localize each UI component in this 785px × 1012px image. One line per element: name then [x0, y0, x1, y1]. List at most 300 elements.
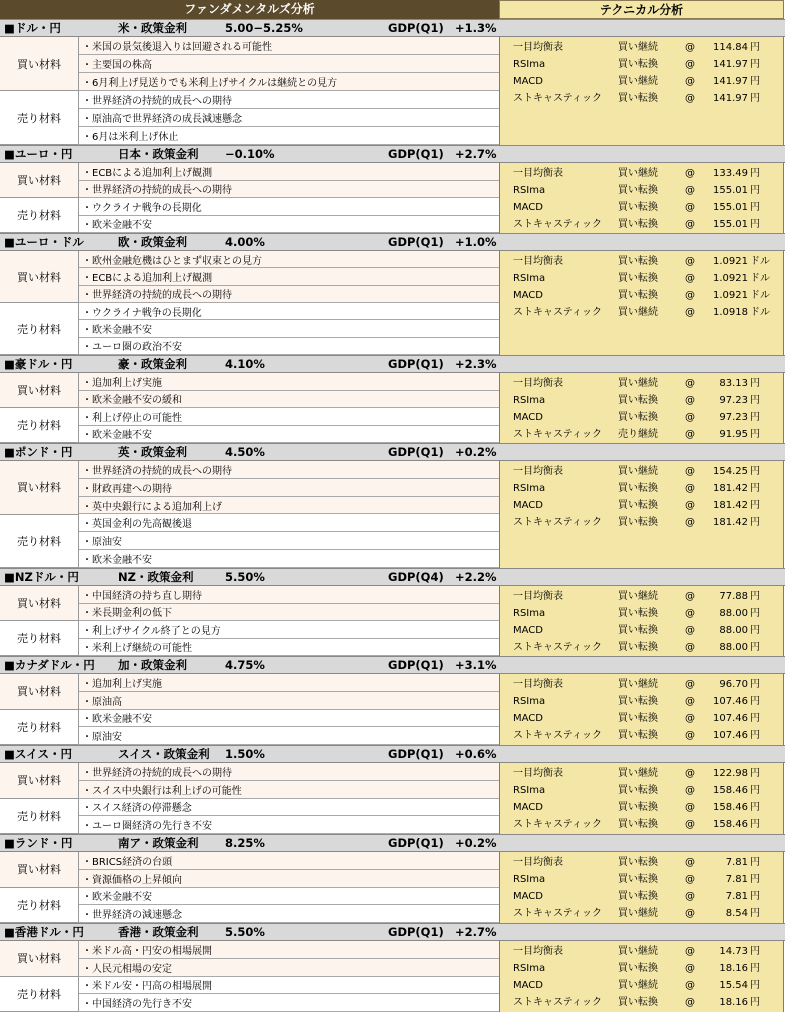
at-mark: @: [685, 819, 695, 830]
at-mark: @: [685, 946, 695, 957]
policy-rate-value: 5.50%: [225, 570, 265, 584]
technical-row: [500, 200, 783, 216]
indicator-name: 一目均衡表: [513, 679, 563, 690]
buy-factor-item: ・世界経済の持続的成長への期待: [79, 286, 499, 303]
technical-row: [500, 464, 783, 480]
indicator-signal: 買い継続: [618, 76, 658, 87]
indicator-name: ストキャスティック: [513, 730, 602, 741]
indicator-price: 107.46: [713, 730, 748, 741]
policy-rate-value: 1.50%: [225, 747, 265, 761]
indicator-signal: 買い転換: [618, 819, 658, 830]
indicator-name: MACD: [513, 713, 543, 724]
indicator-name: MACD: [513, 625, 543, 636]
indicator-price: 88.00: [719, 642, 748, 653]
technical-row: [500, 728, 783, 744]
indicator-signal: 買い継続: [618, 378, 658, 389]
policy-rate-value: 5.50%: [225, 925, 265, 939]
buy-factor-item: ・追加利上げ実施: [79, 373, 499, 391]
technical-row: [500, 800, 783, 816]
indicator-signal: 買い転換: [618, 202, 658, 213]
indicator-price: 181.42: [713, 517, 748, 528]
indicator-name: 一目均衡表: [513, 378, 563, 389]
gdp-value: +0.2%: [455, 445, 497, 459]
gdp-value: +3.1%: [455, 658, 497, 672]
technical-row: [500, 711, 783, 727]
technical-row: [500, 183, 783, 199]
indicator-price: 107.46: [713, 696, 748, 707]
indicator-price: 1.0921: [713, 273, 748, 284]
price-unit: 円: [750, 517, 760, 528]
sell-factors-label: 売り材料: [0, 710, 79, 746]
price-unit: 円: [750, 891, 760, 902]
indicator-price: 181.42: [713, 500, 748, 511]
indicator-name: 一目均衡表: [513, 857, 563, 868]
indicator-signal: 買い転換: [618, 696, 658, 707]
at-mark: @: [685, 980, 695, 991]
at-mark: @: [685, 768, 695, 779]
gdp-value: +1.3%: [455, 21, 497, 35]
indicator-name: MACD: [513, 980, 543, 991]
price-unit: 円: [750, 679, 760, 690]
technical-row: [500, 766, 783, 782]
currency-block: [0, 745, 785, 834]
at-mark: @: [685, 466, 695, 477]
indicator-name: RSIma: [513, 785, 546, 796]
indicator-name: 一目均衡表: [513, 591, 563, 602]
sell-factors-label: 売り材料: [0, 303, 79, 355]
at-mark: @: [685, 891, 695, 902]
gdp-value: +2.7%: [455, 147, 497, 161]
pair-header: [0, 656, 785, 674]
currency-block: [0, 19, 785, 145]
technical-row: [500, 376, 783, 392]
indicator-signal: 買い転換: [618, 273, 658, 284]
indicator-price: 18.16: [719, 963, 748, 974]
indicator-name: ストキャスティック: [513, 219, 602, 230]
buy-factor-item: ・米ドル高・円安の相場展開: [79, 941, 499, 959]
sell-factors-label: 売り材料: [0, 977, 79, 1012]
pair-header: [0, 145, 785, 163]
buy-factors-label: 買い材料: [0, 461, 79, 515]
sell-factor-item: ・ウクライナ戦争の長期化: [79, 303, 499, 320]
price-unit: 円: [750, 76, 760, 87]
technical-row: [500, 978, 783, 994]
price-unit: ドル: [750, 307, 770, 318]
indicator-signal: 買い継続: [618, 679, 658, 690]
sell-factor-item: ・ユーロ圏の政治不安: [79, 338, 499, 355]
sell-factor-item: ・中国経済の先行き不安: [79, 994, 499, 1012]
sell-factors-label: 売り材料: [0, 515, 79, 569]
technical-row: [500, 640, 783, 656]
price-unit: 円: [750, 59, 760, 70]
policy-rate-label: 欧・政策金利: [118, 235, 187, 249]
indicator-name: RSIma: [513, 59, 546, 70]
at-mark: @: [685, 500, 695, 511]
technical-row: [500, 872, 783, 888]
indicator-signal: 買い継続: [618, 946, 658, 957]
policy-rate-value: 5.00−5.25%: [225, 21, 303, 35]
gdp-label: GDP(Q1): [388, 658, 444, 672]
buy-factor-item: ・資源価格の上昇傾向: [79, 870, 499, 888]
pair-name: ■NZドル・円: [4, 570, 79, 584]
price-unit: 円: [750, 785, 760, 796]
buy-factor-item: ・ECBによる追加利上げ観測: [79, 268, 499, 285]
pair-header: [0, 745, 785, 763]
indicator-name: MACD: [513, 802, 543, 813]
technical-row: [500, 944, 783, 960]
pair-header: [0, 568, 785, 586]
sell-factor-item: ・原油安: [79, 532, 499, 550]
price-unit: 円: [750, 202, 760, 213]
gdp-label: GDP(Q1): [388, 147, 444, 161]
buy-factor-item: ・ECBによる追加利上げ観測: [79, 163, 499, 181]
technical-panel: [499, 461, 784, 568]
pair-name: ■カナダドル・円: [4, 658, 95, 672]
technical-panel: [499, 163, 784, 233]
indicator-price: 1.0918: [713, 307, 748, 318]
price-unit: ドル: [750, 273, 770, 284]
price-unit: 円: [750, 591, 760, 602]
currency-block: [0, 656, 785, 745]
at-mark: @: [685, 642, 695, 653]
indicator-price: 141.97: [713, 76, 748, 87]
indicator-price: 77.88: [719, 591, 748, 602]
buy-factor-item: ・BRICS経済の台頭: [79, 852, 499, 870]
indicator-signal: 買い転換: [618, 713, 658, 724]
buy-factor-item: ・世界経済の持続的成長への期待: [79, 461, 499, 479]
buy-factors-label: 買い材料: [0, 852, 79, 888]
pair-name: ■ランド・円: [4, 836, 73, 850]
technical-row: [500, 217, 783, 233]
buy-factor-item: ・6月利上げ見送りでも米利上げサイクルは継続との見方: [79, 73, 499, 91]
at-mark: @: [685, 202, 695, 213]
sell-factor-item: ・英国金利の先高観後退: [79, 515, 499, 533]
indicator-name: RSIma: [513, 696, 546, 707]
indicator-name: 一目均衡表: [513, 946, 563, 957]
buy-factors-label: 買い材料: [0, 37, 79, 91]
indicator-name: 一目均衡表: [513, 168, 563, 179]
indicator-price: 141.97: [713, 59, 748, 70]
pair-name: ■スイス・円: [4, 747, 73, 761]
policy-rate-value: 4.00%: [225, 235, 265, 249]
indicator-price: 133.49: [713, 168, 748, 179]
indicator-signal: 買い転換: [618, 874, 658, 885]
currency-block: [0, 443, 785, 568]
technical-row: [500, 817, 783, 833]
indicator-signal: 買い転換: [618, 802, 658, 813]
at-mark: @: [685, 517, 695, 528]
policy-rate-value: 4.75%: [225, 658, 265, 672]
at-mark: @: [685, 625, 695, 636]
gdp-value: +0.2%: [455, 836, 497, 850]
technical-panel: [499, 674, 784, 745]
indicator-signal: 買い転換: [618, 642, 658, 653]
at-mark: @: [685, 802, 695, 813]
price-unit: 円: [750, 946, 760, 957]
currency-block: [0, 233, 785, 355]
at-mark: @: [685, 483, 695, 494]
indicator-price: 155.01: [713, 202, 748, 213]
indicator-name: ストキャスティック: [513, 997, 602, 1008]
sell-factor-item: ・欧米金融不安: [79, 710, 499, 728]
price-unit: 円: [750, 185, 760, 196]
pair-name: ■香港ドル・円: [4, 925, 84, 939]
price-unit: 円: [750, 802, 760, 813]
buy-factor-item: ・追加利上げ実施: [79, 674, 499, 692]
at-mark: @: [685, 785, 695, 796]
sell-factor-item: ・欧米金融不安: [79, 216, 499, 234]
gdp-label: GDP(Q1): [388, 747, 444, 761]
sell-factor-item: ・ウクライナ戦争の長期化: [79, 198, 499, 216]
indicator-signal: 買い転換: [618, 891, 658, 902]
indicator-name: ストキャスティック: [513, 908, 602, 919]
at-mark: @: [685, 185, 695, 196]
indicator-signal: 買い転換: [618, 730, 658, 741]
gdp-value: +2.7%: [455, 925, 497, 939]
price-unit: 円: [750, 713, 760, 724]
policy-rate-label: 豪・政策金利: [118, 357, 187, 371]
sell-factors-label: 売り材料: [0, 888, 79, 924]
indicator-price: 97.23: [719, 395, 748, 406]
indicator-price: 158.46: [713, 819, 748, 830]
indicator-name: RSIma: [513, 395, 546, 406]
price-unit: 円: [750, 219, 760, 230]
indicator-name: MACD: [513, 290, 543, 301]
policy-rate-label: 香港・政策金利: [118, 925, 199, 939]
buy-factor-item: ・世界経済の持続的成長への期待: [79, 763, 499, 781]
sell-factor-item: ・欧米金融不安: [79, 320, 499, 337]
price-unit: 円: [750, 857, 760, 868]
gdp-label: GDP(Q4): [388, 570, 444, 584]
at-mark: @: [685, 908, 695, 919]
buy-factors-label: 買い材料: [0, 941, 79, 977]
indicator-name: ストキャスティック: [513, 307, 602, 318]
indicator-signal: 買い転換: [618, 625, 658, 636]
gdp-label: GDP(Q1): [388, 21, 444, 35]
indicator-price: 8.54: [725, 908, 748, 919]
fundamental-header: ファンダメンタルズ分析: [0, 0, 499, 19]
technical-row: [500, 855, 783, 871]
at-mark: @: [685, 857, 695, 868]
price-unit: 円: [750, 93, 760, 104]
gdp-label: GDP(Q1): [388, 235, 444, 249]
sell-factor-item: ・欧米金融不安: [79, 550, 499, 568]
at-mark: @: [685, 59, 695, 70]
indicator-price: 158.46: [713, 785, 748, 796]
at-mark: @: [685, 168, 695, 179]
policy-rate-label: 南ア・政策金利: [118, 836, 199, 850]
at-mark: @: [685, 591, 695, 602]
pair-name: ■ユーロ・円: [4, 147, 73, 161]
currency-block: [0, 834, 785, 923]
price-unit: 円: [750, 625, 760, 636]
indicator-price: 154.25: [713, 466, 748, 477]
gdp-value: +1.0%: [455, 235, 497, 249]
indicator-signal: 買い継続: [618, 908, 658, 919]
price-unit: 円: [750, 608, 760, 619]
policy-rate-label: スイス・政策金利: [118, 747, 210, 761]
sell-factor-item: ・米利上げ継続の可能性: [79, 639, 499, 657]
price-unit: ドル: [750, 290, 770, 301]
technical-row: [500, 427, 783, 443]
policy-rate-value: 4.50%: [225, 445, 265, 459]
indicator-signal: 買い転換: [618, 395, 658, 406]
price-unit: 円: [750, 819, 760, 830]
technical-row: [500, 677, 783, 693]
indicator-signal: 買い継続: [618, 768, 658, 779]
indicator-signal: 買い継続: [618, 307, 658, 318]
pair-header: [0, 834, 785, 852]
indicator-signal: 買い継続: [618, 980, 658, 991]
price-unit: 円: [750, 42, 760, 53]
buy-factor-item: ・欧州金融危機はひとまず収束との見方: [79, 251, 499, 268]
currency-block: [0, 145, 785, 233]
indicator-signal: 買い継続: [618, 42, 658, 53]
at-mark: @: [685, 256, 695, 267]
technical-panel: [499, 586, 784, 656]
indicator-price: 88.00: [719, 608, 748, 619]
technical-row: [500, 271, 783, 287]
policy-rate-label: 加・政策金利: [118, 658, 187, 672]
technical-row: [500, 961, 783, 977]
at-mark: @: [685, 696, 695, 707]
technical-panel: [499, 763, 784, 834]
indicator-price: 7.81: [725, 891, 748, 902]
policy-rate-label: 日本・政策金利: [118, 147, 199, 161]
technical-row: [500, 254, 783, 270]
pair-header: [0, 923, 785, 941]
technical-row: [500, 606, 783, 622]
indicator-name: ストキャスティック: [513, 819, 602, 830]
technical-row: [500, 91, 783, 107]
technical-row: [500, 906, 783, 922]
indicator-price: 91.95: [719, 429, 748, 440]
indicator-price: 181.42: [713, 483, 748, 494]
gdp-label: GDP(Q1): [388, 925, 444, 939]
sell-factor-item: ・利上げ停止の可能性: [79, 408, 499, 426]
sell-factor-item: ・ユーロ圏経済の先行き不安: [79, 816, 499, 834]
gdp-value: +0.6%: [455, 747, 497, 761]
sell-factor-item: ・欧米金融不安: [79, 426, 499, 444]
price-unit: 円: [750, 378, 760, 389]
policy-rate-value: 8.25%: [225, 836, 265, 850]
buy-factors-label: 買い材料: [0, 674, 79, 710]
pair-name: ■ユーロ・ドル: [4, 235, 84, 249]
indicator-price: 141.97: [713, 93, 748, 104]
price-unit: 円: [750, 500, 760, 511]
buy-factor-item: ・スイス中央銀行は利上げの可能性: [79, 781, 499, 799]
price-unit: 円: [750, 429, 760, 440]
technical-row: [500, 288, 783, 304]
buy-factor-item: ・中国経済の持ち直し期待: [79, 586, 499, 604]
indicator-name: 一目均衡表: [513, 466, 563, 477]
sell-factor-item: ・スイス経済の停滞懸念: [79, 799, 499, 817]
indicator-name: 一目均衡表: [513, 768, 563, 779]
pair-name: ■ポンド・円: [4, 445, 73, 459]
indicator-price: 7.81: [725, 874, 748, 885]
at-mark: @: [685, 963, 695, 974]
at-mark: @: [685, 713, 695, 724]
indicator-name: RSIma: [513, 185, 546, 196]
technical-row: [500, 515, 783, 531]
currency-block: [0, 355, 785, 443]
currency-block: [0, 568, 785, 656]
gdp-label: GDP(Q1): [388, 445, 444, 459]
buy-factors-label: 買い材料: [0, 586, 79, 621]
price-unit: 円: [750, 412, 760, 423]
indicator-price: 96.70: [719, 679, 748, 690]
pair-header: [0, 355, 785, 373]
indicator-price: 155.01: [713, 219, 748, 230]
indicator-name: ストキャスティック: [513, 517, 602, 528]
technical-row: [500, 57, 783, 73]
at-mark: @: [685, 608, 695, 619]
at-mark: @: [685, 273, 695, 284]
at-mark: @: [685, 307, 695, 318]
indicator-name: RSIma: [513, 874, 546, 885]
gdp-value: +2.3%: [455, 357, 497, 371]
indicator-signal: 買い転換: [618, 785, 658, 796]
pair-header: [0, 443, 785, 461]
sell-factor-item: ・世界経済の持続的成長への期待: [79, 91, 499, 109]
buy-factors-label: 買い材料: [0, 251, 79, 303]
indicator-name: ストキャスティック: [513, 429, 602, 440]
technical-row: [500, 166, 783, 182]
buy-factor-item: ・米国の景気後退入りは回避される可能性: [79, 37, 499, 55]
price-unit: 円: [750, 908, 760, 919]
indicator-name: RSIma: [513, 273, 546, 284]
price-unit: 円: [750, 642, 760, 653]
technical-row: [500, 889, 783, 905]
at-mark: @: [685, 219, 695, 230]
sell-factor-item: ・世界経済の減速懸念: [79, 905, 499, 923]
price-unit: 円: [750, 730, 760, 741]
technical-row: [500, 410, 783, 426]
technical-row: [500, 498, 783, 514]
pair-header: [0, 19, 785, 37]
price-unit: 円: [750, 483, 760, 494]
indicator-signal: 買い継続: [618, 168, 658, 179]
price-unit: 円: [750, 696, 760, 707]
indicator-price: 14.73: [719, 946, 748, 957]
buy-factors-label: 買い材料: [0, 763, 79, 799]
indicator-signal: 買い転換: [618, 963, 658, 974]
at-mark: @: [685, 378, 695, 389]
indicator-name: MACD: [513, 76, 543, 87]
indicator-signal: 買い継続: [618, 466, 658, 477]
price-unit: 円: [750, 980, 760, 991]
technical-row: [500, 589, 783, 605]
indicator-price: 122.98: [713, 768, 748, 779]
gdp-label: GDP(Q1): [388, 836, 444, 850]
price-unit: 円: [750, 963, 760, 974]
pair-header: [0, 233, 785, 251]
sell-factor-item: ・6月は米利上げ休止: [79, 127, 499, 145]
at-mark: @: [685, 93, 695, 104]
indicator-price: 155.01: [713, 185, 748, 196]
price-unit: 円: [750, 395, 760, 406]
sell-factors-label: 売り材料: [0, 621, 79, 656]
at-mark: @: [685, 874, 695, 885]
technical-row: [500, 481, 783, 497]
buy-factor-item: ・人民元相場の安定: [79, 959, 499, 977]
buy-factor-item: ・財政再建への期待: [79, 479, 499, 497]
indicator-name: ストキャスティック: [513, 642, 602, 653]
technical-row: [500, 305, 783, 321]
indicator-name: 一目均衡表: [513, 42, 563, 53]
buy-factors-label: 買い材料: [0, 163, 79, 198]
technical-row: [500, 783, 783, 799]
